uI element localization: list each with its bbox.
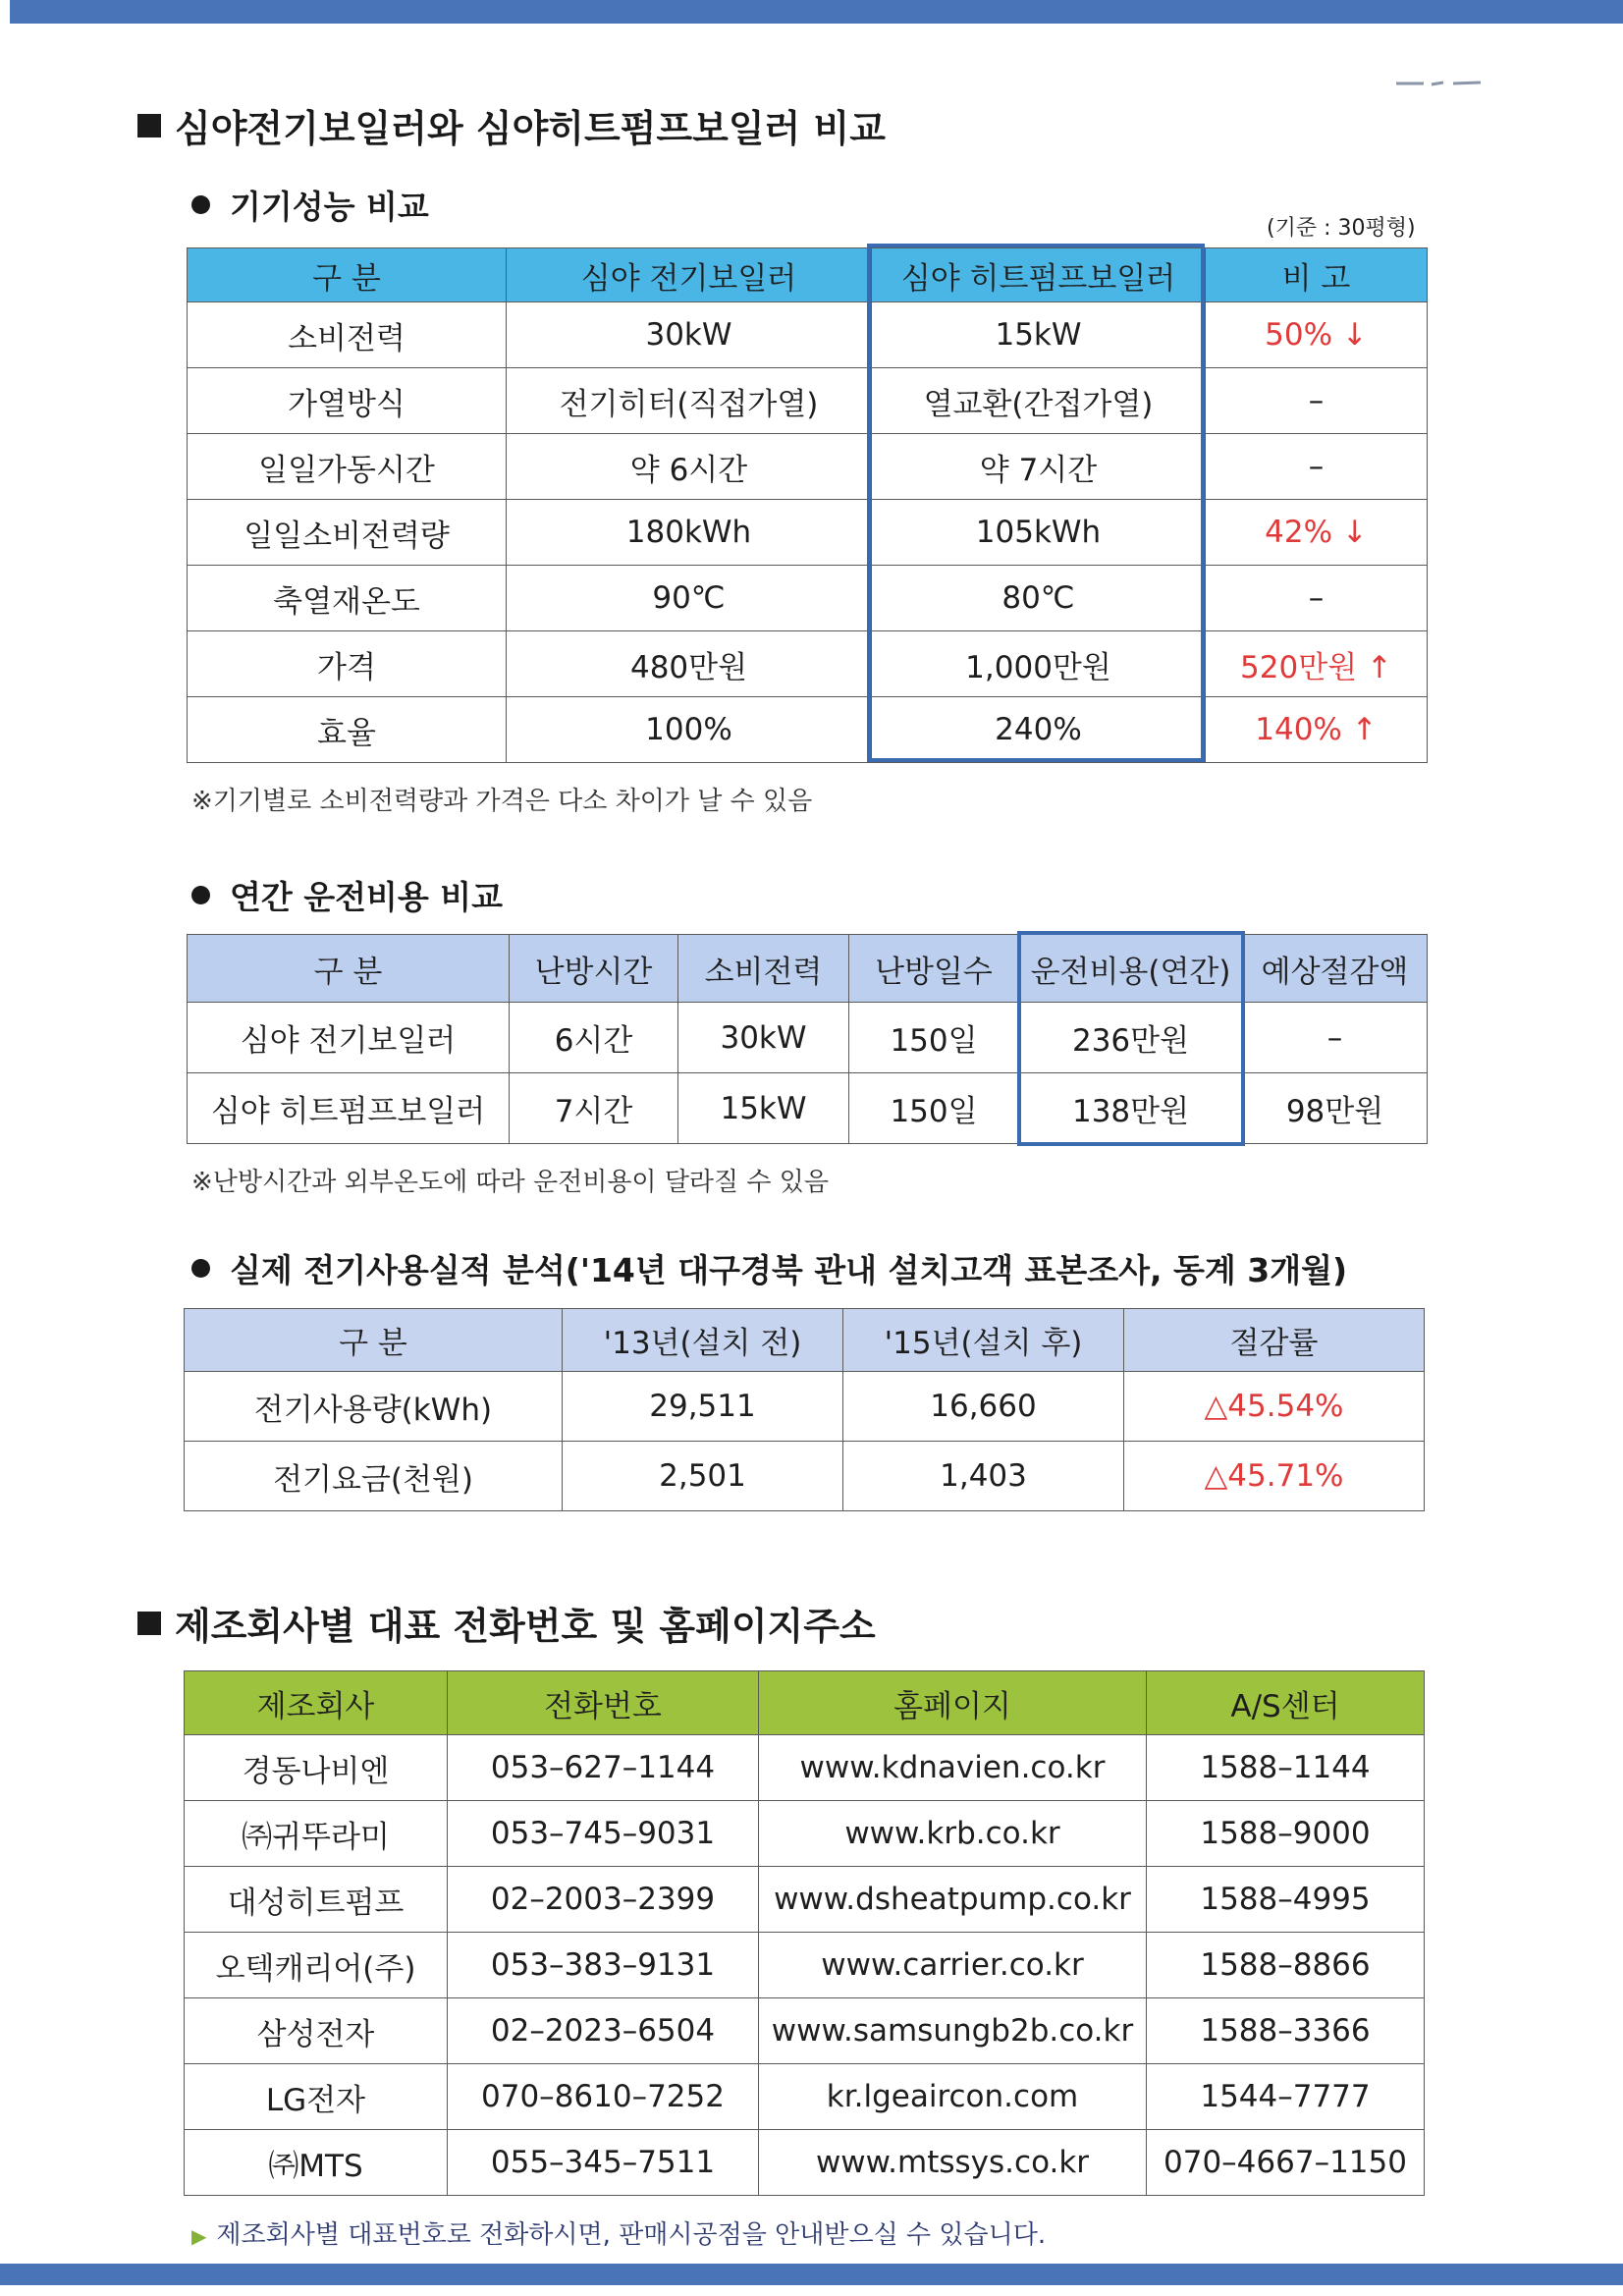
table-cell: 2,501 xyxy=(563,1442,843,1511)
table-header-row xyxy=(185,1671,1425,1735)
remark-cell: 520만원 ↑ xyxy=(1206,631,1428,697)
column-header: 예상절감액 xyxy=(1243,935,1428,1003)
table-cell: 약 7시간 xyxy=(872,434,1206,500)
triangle-bullet-icon: ▶ xyxy=(191,2224,207,2248)
table-row xyxy=(188,566,1428,631)
company-name: ㈜MTS xyxy=(185,2130,448,2196)
circle-bullet-icon xyxy=(191,195,210,214)
table-row xyxy=(188,434,1428,500)
service-center-number: 1588–3366 xyxy=(1147,1998,1425,2064)
homepage-url: www.krb.co.kr xyxy=(759,1801,1147,1867)
basis-label: (기준 : 30평형) xyxy=(1267,216,1416,241)
remark-cell: 42% ↓ xyxy=(1206,500,1428,566)
circle-bullet-icon xyxy=(191,886,210,904)
company-name: LG전자 xyxy=(185,2064,448,2130)
phone-number: 070–8610–7252 xyxy=(448,2064,759,2130)
remark-cell: – xyxy=(1206,434,1428,500)
company-name: ㈜귀뚜라미 xyxy=(185,1801,448,1867)
table-cell: 90℃ xyxy=(507,566,872,631)
subsection-title-text: 실제 전기사용실적 분석('14년 대구경북 관내 설치고객 표본조사, 동계 3개월) xyxy=(230,1251,1348,1289)
table-cell: 105kWh xyxy=(872,500,1206,566)
column-header: 제조회사 xyxy=(185,1671,448,1735)
table-cell: 30kW xyxy=(678,1003,849,1073)
operating-cost-table xyxy=(187,934,1428,1144)
company-name: 경동나비엔 xyxy=(185,1735,448,1801)
square-bullet-icon xyxy=(137,114,161,137)
homepage-url: www.dsheatpump.co.kr xyxy=(759,1867,1147,1933)
table-row xyxy=(188,1003,1428,1073)
row-label: 가열방식 xyxy=(188,368,507,434)
table-cell: 240% xyxy=(872,697,1206,763)
remark-cell: – xyxy=(1206,368,1428,434)
table-row xyxy=(185,1442,1425,1511)
table-row xyxy=(188,697,1428,763)
column-header: 난방시간 xyxy=(510,935,678,1003)
remark-cell: 140% ↑ xyxy=(1206,697,1428,763)
table-cell: 180kWh xyxy=(507,500,872,566)
subsection-title-text: 기기성능 비교 xyxy=(230,188,429,226)
reduction-rate-cell: △45.71% xyxy=(1124,1442,1425,1511)
table-row xyxy=(185,1735,1425,1801)
row-label: 가격 xyxy=(188,631,507,697)
table-row xyxy=(188,631,1428,697)
column-header: 운전비용(연간) xyxy=(1019,935,1243,1003)
subsection-title-operating-cost xyxy=(191,872,503,918)
phone-number: 053–745–9031 xyxy=(448,1801,759,1867)
column-header: '13년(설치 전) xyxy=(563,1309,843,1372)
table-cell: 80℃ xyxy=(872,566,1206,631)
column-header: 구 분 xyxy=(185,1309,563,1372)
table-row xyxy=(188,500,1428,566)
row-label: 일일가동시간 xyxy=(188,434,507,500)
company-name: 오텍캐리어(주) xyxy=(185,1933,448,1998)
performance-table xyxy=(187,247,1428,763)
top-color-band xyxy=(10,0,1623,24)
operating-cost-footnote: ※난방시간과 외부온도에 따라 운전비용이 달라질 수 있음 xyxy=(191,1168,830,1197)
table-cell: 6시간 xyxy=(510,1003,678,1073)
service-center-number: 1588–1144 xyxy=(1147,1735,1425,1801)
service-center-number: 1544–7777 xyxy=(1147,2064,1425,2130)
row-label: 소비전력 xyxy=(188,302,507,368)
column-header: 구 분 xyxy=(188,935,510,1003)
column-header: 구 분 xyxy=(188,248,507,302)
table-cell: – xyxy=(1243,1003,1428,1073)
phone-number: 055–345–7511 xyxy=(448,2130,759,2196)
row-label: 일일소비전력량 xyxy=(188,500,507,566)
table-cell: 150일 xyxy=(849,1073,1019,1144)
column-header: 전화번호 xyxy=(448,1671,759,1735)
footnote-text: 제조회사별 대표번호로 전화하시면, 판매시공점을 안내받으실 수 있습니다. xyxy=(216,2220,1047,2250)
usage-analysis-table xyxy=(184,1308,1425,1511)
row-label: 심야 전기보일러 xyxy=(188,1003,510,1073)
table-cell: 15kW xyxy=(872,302,1206,368)
table-row xyxy=(185,1933,1425,1998)
homepage-url: www.carrier.co.kr xyxy=(759,1933,1147,1998)
manufacturer-table xyxy=(184,1670,1425,2196)
table-cell: 7시간 xyxy=(510,1073,678,1144)
table-cell: 16,660 xyxy=(843,1372,1124,1442)
table-header-row xyxy=(185,1309,1425,1372)
performance-footnote: ※기기별로 소비전력량과 가격은 다소 차이가 날 수 있음 xyxy=(191,787,813,816)
table-row xyxy=(185,2064,1425,2130)
phone-number: 053–627–1144 xyxy=(448,1735,759,1801)
service-center-number: 1588–4995 xyxy=(1147,1867,1425,1933)
column-header: 소비전력 xyxy=(678,935,849,1003)
square-bullet-icon xyxy=(137,1612,161,1635)
table-cell: 29,511 xyxy=(563,1372,843,1442)
phone-number: 02–2003–2399 xyxy=(448,1867,759,1933)
column-header: 심야 전기보일러 xyxy=(507,248,872,302)
column-header: A/S센터 xyxy=(1147,1671,1425,1735)
table-row xyxy=(188,302,1428,368)
reduction-rate-cell: △45.54% xyxy=(1124,1372,1425,1442)
table-header-row xyxy=(188,935,1428,1003)
table-row xyxy=(185,1867,1425,1933)
table-row xyxy=(185,1372,1425,1442)
table-cell: 98만원 xyxy=(1243,1073,1428,1144)
table-header-row xyxy=(188,248,1428,302)
table-cell: 138만원 xyxy=(1019,1073,1243,1144)
column-header: 난방일수 xyxy=(849,935,1019,1003)
column-header: '15년(설치 후) xyxy=(843,1309,1124,1372)
row-label: 축열재온도 xyxy=(188,566,507,631)
row-label: 심야 히트펌프보일러 xyxy=(188,1073,510,1144)
column-header: 비 고 xyxy=(1206,248,1428,302)
section-title-text: 심야전기보일러와 심야히트펌프보일러 비교 xyxy=(175,107,886,150)
table-row xyxy=(185,1801,1425,1867)
table-cell: 1,403 xyxy=(843,1442,1124,1511)
homepage-url: kr.lgeaircon.com xyxy=(759,2064,1147,2130)
table-cell: 236만원 xyxy=(1019,1003,1243,1073)
row-label: 전기사용량(kWh) xyxy=(185,1372,563,1442)
table-cell: 150일 xyxy=(849,1003,1019,1073)
column-header: 심야 히트펌프보일러 xyxy=(872,248,1206,302)
table-cell: 30kW xyxy=(507,302,872,368)
subsection-title-text: 연간 운전비용 비교 xyxy=(230,878,504,916)
service-center-number: 1588–8866 xyxy=(1147,1933,1425,1998)
table-cell: 전기히터(직접가열) xyxy=(507,368,872,434)
section-title-manufacturers xyxy=(137,1596,876,1650)
table-cell: 열교환(간접가열) xyxy=(872,368,1206,434)
column-header: 홈페이지 xyxy=(759,1671,1147,1735)
section-title-text: 제조회사별 대표 전화번호 및 홈페이지주소 xyxy=(175,1605,876,1648)
circle-bullet-icon xyxy=(191,1259,210,1278)
company-name: 대성히트펌프 xyxy=(185,1867,448,1933)
row-label: 효율 xyxy=(188,697,507,763)
subsection-title-usage-analysis xyxy=(191,1245,1347,1291)
remark-cell: – xyxy=(1206,566,1428,631)
phone-number: 053–383–9131 xyxy=(448,1933,759,1998)
scan-mark xyxy=(1394,79,1483,88)
bottom-color-band xyxy=(0,2264,1623,2285)
manufacturer-footnote xyxy=(191,2214,1046,2251)
homepage-url: www.mtssys.co.kr xyxy=(759,2130,1147,2196)
table-row xyxy=(185,2130,1425,2196)
service-center-number: 1588–9000 xyxy=(1147,1801,1425,1867)
table-cell: 약 6시간 xyxy=(507,434,872,500)
service-center-number: 070–4667–1150 xyxy=(1147,2130,1425,2196)
row-label: 전기요금(천원) xyxy=(185,1442,563,1511)
table-cell: 15kW xyxy=(678,1073,849,1144)
table-cell: 480만원 xyxy=(507,631,872,697)
homepage-url: www.samsungb2b.co.kr xyxy=(759,1998,1147,2064)
table-row xyxy=(188,1073,1428,1144)
table-cell: 1,000만원 xyxy=(872,631,1206,697)
subsection-title-performance xyxy=(191,182,429,228)
column-header: 절감률 xyxy=(1124,1309,1425,1372)
company-name: 삼성전자 xyxy=(185,1998,448,2064)
section-title-comparison xyxy=(137,98,886,152)
table-row xyxy=(188,368,1428,434)
homepage-url: www.kdnavien.co.kr xyxy=(759,1735,1147,1801)
table-row xyxy=(185,1998,1425,2064)
phone-number: 02–2023–6504 xyxy=(448,1998,759,2064)
remark-cell: 50% ↓ xyxy=(1206,302,1428,368)
table-cell: 100% xyxy=(507,697,872,763)
